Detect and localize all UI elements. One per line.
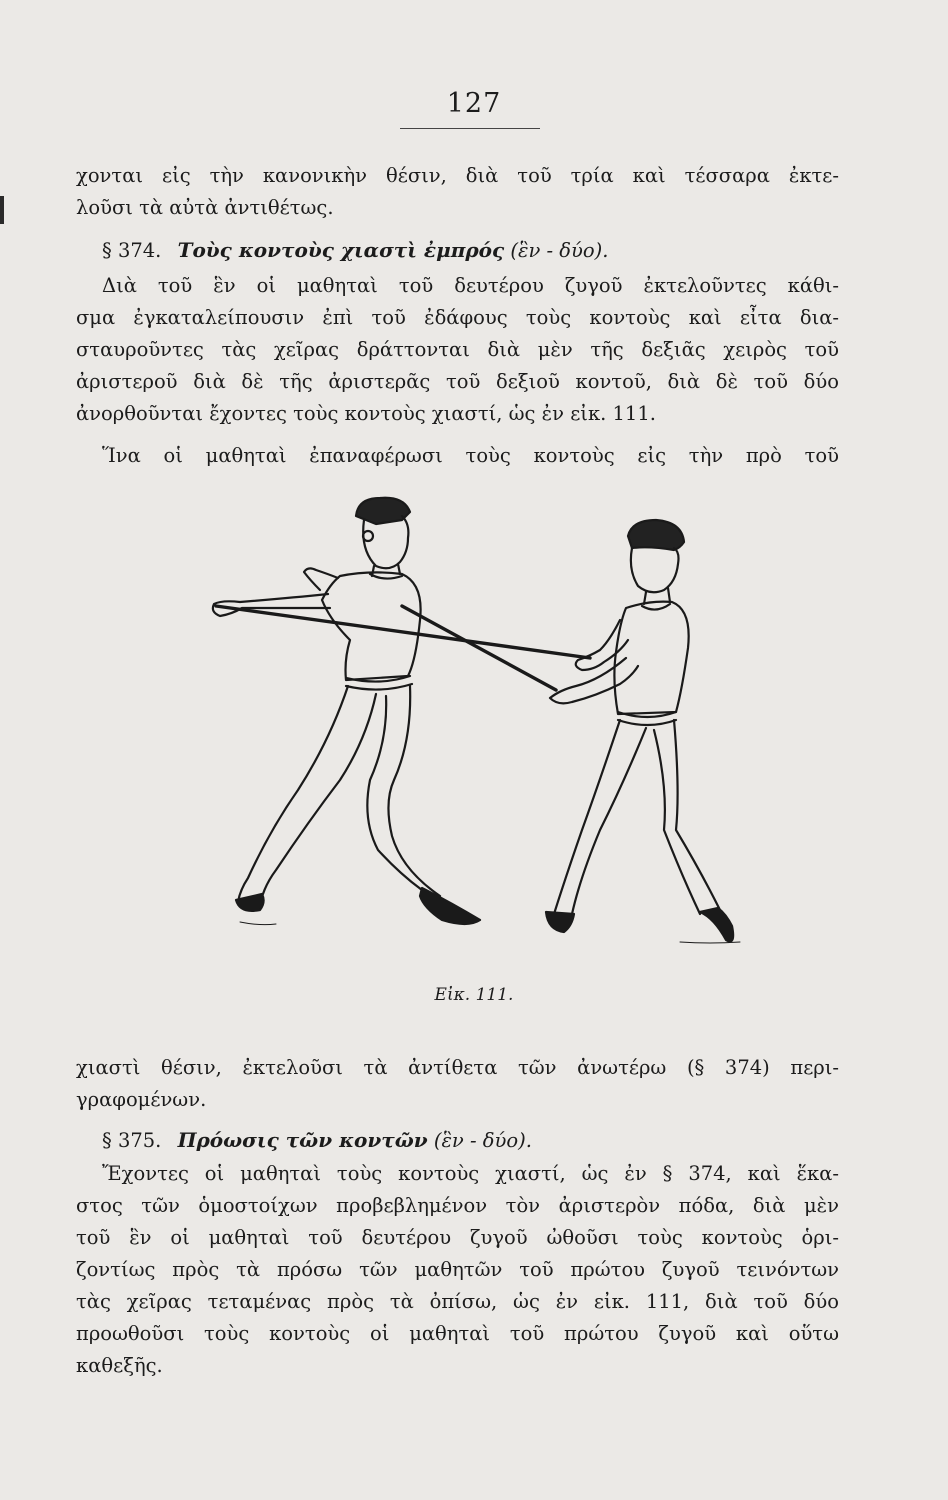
left-figure (213, 498, 480, 924)
two-figures-crossed-poles-illustration (180, 490, 780, 980)
text-line: τοῦ ἓν οἱ μαθηταὶ τοῦ δευτέρου ζυγοῦ ὠθοῦσι τοὺς κοντοὺς ὁρι- (76, 1226, 839, 1249)
figure-illustration (180, 490, 780, 980)
paragraph-5 (76, 1158, 839, 1382)
paragraph-1 (76, 160, 839, 224)
page-edge-mark (0, 196, 4, 224)
text-line: ζοντίως πρὸς τὰ πρόσω τῶν μαθητῶν τοῦ πρώτου ζυγοῦ τεινόντων (76, 1258, 839, 1281)
text-line: χονται εἰς τὴν κανονικὴν θέσιν, διὰ τοῦ τρία καὶ τέσσαρα ἐκτε- (76, 164, 839, 187)
text-line: γραφομένων. (76, 1088, 207, 1111)
text-line: στος τῶν ὁμοστοίχων προβεβλημένον τὸν ἀριστερὸν πόδα, διὰ μὲν (76, 1194, 839, 1217)
header-rule (400, 128, 540, 129)
section-number: § 375. (102, 1129, 162, 1152)
text-line: σταυροῦντες τὰς χεῖρας δράττονται διὰ μὲν τῆς δεξιᾶς χειρὸς τοῦ (76, 338, 839, 361)
section-title: Πρόωσις τῶν κοντῶν (177, 1128, 428, 1152)
section-note: (ἓν - δύο). (433, 1129, 532, 1152)
section-374-heading (76, 234, 839, 266)
text-line: Ἵνα οἱ μαθηταὶ ἐπαναφέρωσι τοὺς κοντοὺς εἰς τὴν πρὸ τοῦ (102, 444, 839, 467)
text-line: λοῦσι τὰ αὐτὰ ἀντιθέτως. (76, 196, 334, 219)
figure-caption: Εἰκ. 111. (434, 985, 514, 1005)
text-line: τὰς χεῖρας τεταμένας πρὸς τὰ ὀπίσω, ὡς ἐν εἰκ. 111, διὰ τοῦ δύο (76, 1290, 839, 1313)
text-line: Ἔχοντες οἱ μαθηταὶ τοὺς κοντοὺς χιαστί, ὡς ἐν § 374, καὶ ἕκα- (102, 1162, 839, 1185)
text-line: Διὰ τοῦ ἓν οἱ μαθηταὶ τοῦ δευτέρου ζυγοῦ ἐκτελοῦντες κάθι- (102, 274, 839, 297)
text-line: χιαστὶ θέσιν, ἐκτελοῦσι τὰ ἀντίθετα τῶν ἀνωτέρω (§ 374) περι- (76, 1056, 839, 1079)
right-figure (546, 520, 733, 941)
text-line: σμα ἐγκαταλείπουσιν ἐπὶ τοῦ ἐδάφους τοὺς κοντοὺς καὶ εἶτα δια- (76, 306, 839, 329)
text-line: ἀνορθοῦνται ἔχοντες τοὺς κοντοὺς χιαστί, ὡς ἐν εἰκ. 111. (76, 402, 656, 425)
text-line: ἀριστεροῦ διὰ δὲ τῆς ἀριστερᾶς τοῦ δεξιοῦ κοντοῦ, διὰ δὲ τοῦ δύο (76, 370, 839, 393)
text-line: προωθοῦσι τοὺς κοντοὺς οἱ μαθηταὶ τοῦ πρώτου ζυγοῦ καὶ οὕτω (76, 1322, 839, 1345)
section-375-heading (76, 1124, 839, 1156)
section-note: (ἓν - δύο). (510, 239, 609, 262)
page-number: 127 (446, 88, 502, 119)
pole-right (402, 606, 556, 690)
pole-left (216, 606, 590, 658)
paragraph-3 (76, 440, 839, 472)
section-title: Τοὺς κοντοὺς χιαστὶ ἐμπρός (177, 238, 505, 262)
text-line: καθεξῆς. (76, 1354, 163, 1377)
paragraph-4 (76, 1052, 839, 1116)
paragraph-2 (76, 270, 839, 430)
section-number: § 374. (102, 239, 162, 262)
